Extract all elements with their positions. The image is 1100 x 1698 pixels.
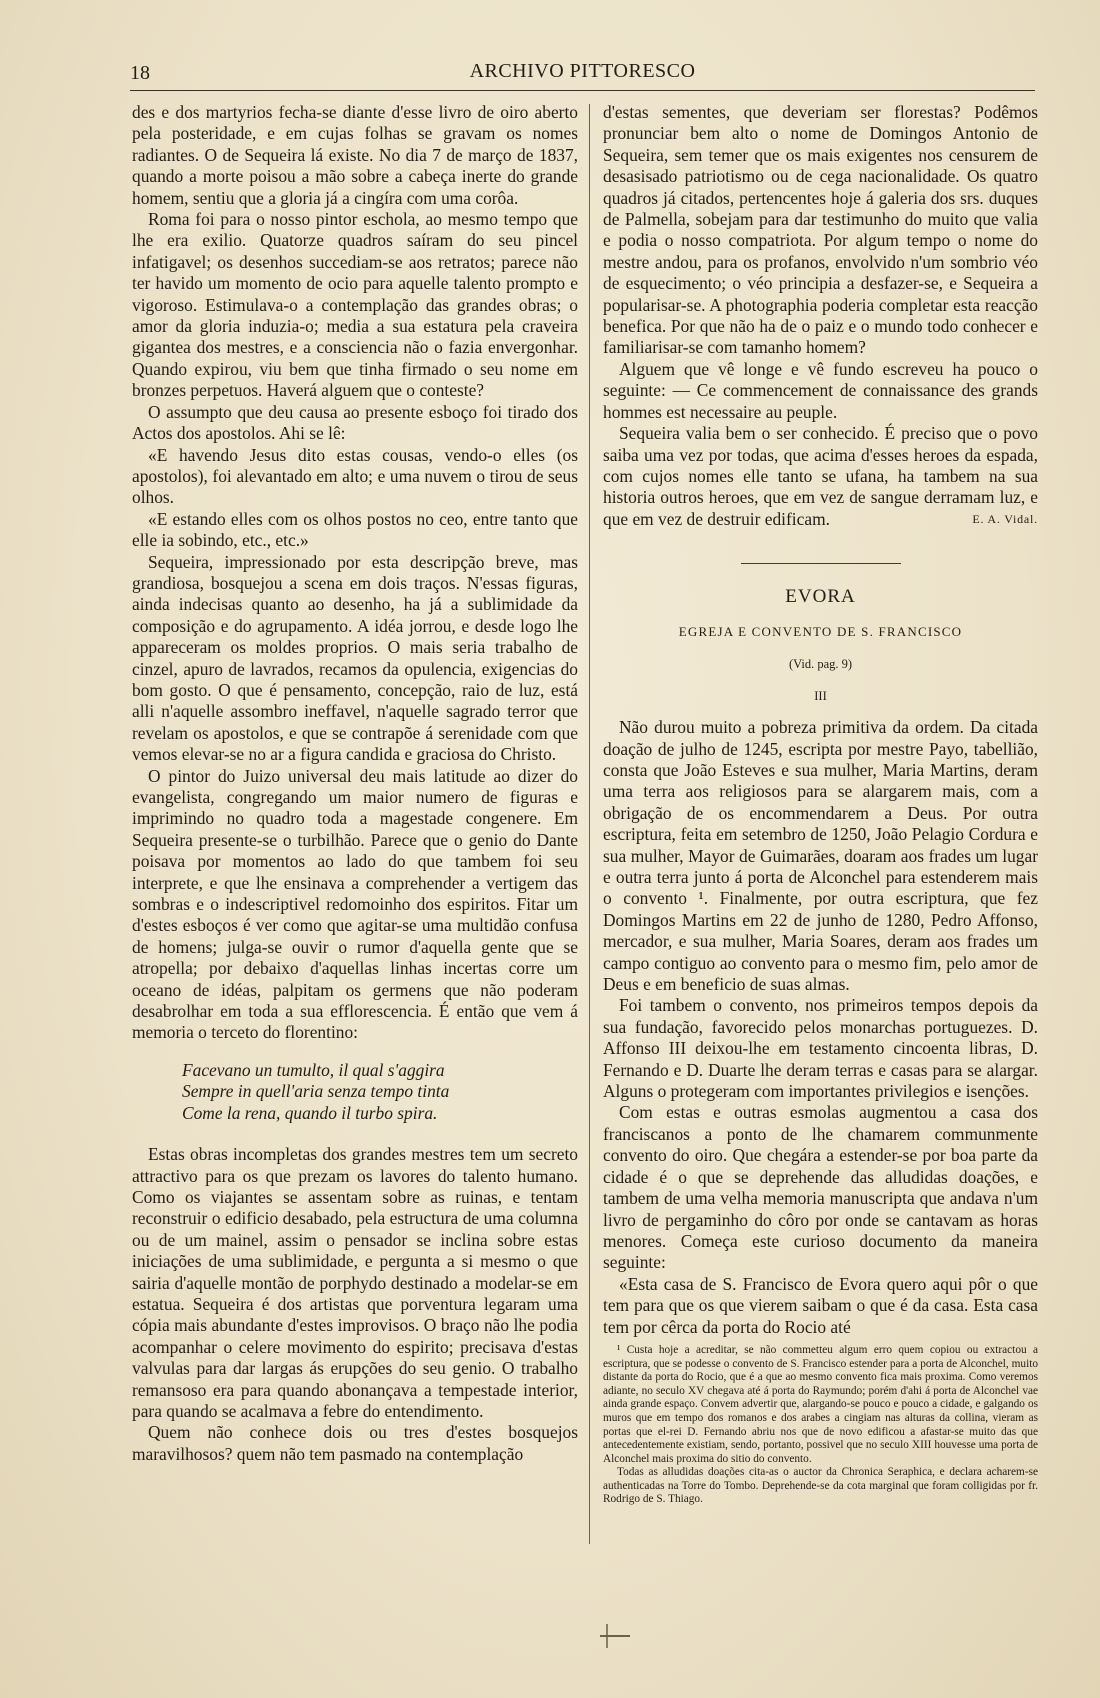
paragraph: Roma foi para o nosso pintor eschola, ao mesmo tempo que lhe era exilio. Quatorze quadros saíram do seu pincel infatigavel; os desenhos succediam-se aos retratos; parece não ter havido um momento de ocio para aquelle talento prompto e vigoroso. Estimulava-o a contemplação das grandes obras; o amor da gloria induzia-o; media a sua estatura pela craveira gigantea dos mestres, e a consciencia não o fazia envergonhar. Quando expirou, viu bem que tinha firmado o seu nome em bronzes perpetuos. Haverá alguem que o conteste?: [132, 209, 578, 401]
page-number: 18: [130, 62, 150, 84]
footnote: ¹ Custa hoje a acreditar, se não commetteu algum erro quem copiou ou extractou a escriptura, que se podesse o convento de S. Francisco estender para a porta de Alconchel, muito distante da porta do Rocio, que é a que ao mesmo convento fica mais proxima. Como veremos adiante, no seculo XV chegava até á porta do Raymundo; porém d'ahi á porta de Alconchel vae ainda grande espaço. Convem advertir que, alargando-se pouco e pouco a cidade, e galgando os muros que em tempo dos romanos e dos arabes a cingiam nas alturas da collina, vieram as portas que el-rei D. Fernando abriu nos que de novo edificou a afastar-se muito das que antecedentemente existiam, sendo, portanto, possivel que no seculo XIII houvesse uma porta de Alconchel mais proxima do sitio do convento.: [603, 1343, 1038, 1465]
article-subtitle: EGREJA E CONVENTO DE S. FRANCISCO: [678, 623, 963, 639]
paragraph: Com estas e outras esmolas augmentou a casa dos franciscanos a ponto de lhe chamarem communmente convento do oiro. Que chegára a estender-se por boa parte da cidade é o que se deprehende das alludidas doações, e tambem de uma velha memoria manuscripta que andava n'um livro de pergaminho do côro por onde se cantavam as horas menores. Começa este curioso documento da maneira seguinte:: [603, 1102, 1038, 1273]
paragraph: O pintor do Juizo universal deu mais latitude ao dizer do evangelista, congregando um maior numero de figuras e imprimindo no quadro toda a magestade congenere. Em Sequeira presente-se o turbilhão. Parece que o genio do Dante poisava por momentos ao lado do que tambem foi seu interprete, e que lhe ensinava a comprehender a vertigem das sombras e o indescriptivel redomoinho dos espiritos. Fitar um d'estes esboços é ver como que agitar-se uma multidão confusa de homens; julga-se ouvir o rumor d'aquella gente que se atropella; por debaixo d'aquellas linhas incertas corre um oceano de idéas, palpitam os germens que não poderam desabrolhar em toda a sua efflorescencia. É então que vem á memoria o terceto do florentino:: [132, 765, 578, 1043]
paragraph: Foi tambem o convento, nos primeiros tempos depois da sua fundação, favorecido pelos monarchas portuguezes. D. Affonso III deixou-lhe em testamento cincoenta libras, D. Fernando e D. Duarte lhe deram terras e casas para se alargar. Alguns o protegeram com importantes privilegios e isenções.: [603, 995, 1038, 1102]
paragraph: «Esta casa de S. Francisco de Evora quero aqui pôr o que tem para que os que vierem saibam o que é da casa. Esta casa tem por cêrca da porta do Rocio até: [603, 1273, 1038, 1337]
paragraph: Estas obras incompletas dos grandes mestres tem um secreto attractivo para os que prezam os lavores do talento humano. Como os viajantes se assentam sobre as ruinas, e tentam reconstruir o edificio desabado, pela estructura de uma columna ou de um mainel, assim o pensador se inclina sobre estas iniciações de uma sublimidade, e pergunta a si mesmo o que sairia d'aquelle montão de porphydo destinado a modelar-se em estatua. Sequeira é dos artistas que porventura legaram uma cópia mais abundante d'estes improvisos. O braço não lhe podia acompanhar o celere movimento do espirito; precisava d'estas valvulas para dar largas ás erupções do seu genio. O trabalho remansoso era para quando abonançava a tempestade interior, para quando se acalmava a febre do entendimento.: [132, 1144, 578, 1421]
paragraph: «E havendo Jesus dito estas cousas, vendo-o elles (os apostolos), foi alevantado em alto; e uma nuvem o tirou de seus olhos.: [132, 444, 578, 508]
paragraph: Alguem que vê longe e vê fundo escreveu ha pouco o seguinte: — Ce commencement de connaissance des grands hommes est necessaire au peuple.: [603, 358, 1038, 422]
author-signature: E. A. Vidal.: [972, 512, 1038, 527]
page-header: [130, 60, 1035, 91]
paragraph: Sequeira valia bem o ser conhecido. É preciso que o povo saiba uma vez por todas, que acima d'esses heroes da espada, com cujos nomes elle tanto se ufana, ha tambem na sua historia outros heroes, que em vez de sangue derramam luz, e que em vez de destruir edificam.: [603, 423, 1038, 529]
paragraph: des e dos martyrios fecha-se diante d'esse livro de oiro aberto pela posteridade, e em cujas folhas se gravam os nomes radiantes. O de Sequeira lá existe. No dia 7 de março de 1837, quando a morte poisou a mão sobre a cabeça inerte do grande homem, sentiu que a gloria já a cingíra com uma corôa.: [132, 102, 578, 208]
poem-line: Come la rena, quando il turbo spira.: [182, 1102, 438, 1123]
paragraph: d'estas sementes, que deveriam ser florestas? Podêmos pronunciar bem alto o nome de Domingos Antonio de Sequeira, sem temer que os mais exigentes nos censurem de desasisado patriotismo ou de cega nacionalidade. Os quatro quadros já citados, pertencentes hoje á galeria dos srs. duques de Palmella, sobejam para dar testimunho do muito que valia e podia o nosso compatriota. Por algum tempo o nome do mestre andou, para os profanos, envolvido n'um sombrio véo de esquecimento; o véo principia a desfazer-se, e Sequeira a popularisar-se. A photographia poderia completar esta reacção benefica. Por que não ha de o paiz e o mundo todo conhecer e familiarisar-se com tamanho homem?: [603, 102, 1038, 358]
poem-line: Facevano un tumulto, il qual s'aggira: [182, 1059, 445, 1080]
right-column: [603, 102, 1038, 1507]
footnote: Todas as alludidas doações cita-as o auctor da Chronica Seraphica, e declara acharem-se authenticadas na Torre do Tombo. Deprehende-se da cota marginal que foram colligidas por fr. Rodrigo de S. Thiago.: [603, 1466, 1038, 1506]
column-divider: [589, 104, 590, 1544]
section-separator: [741, 563, 901, 564]
paragraph: «E estando elles com os olhos postos no ceo, entre tanto que elle ia sobindo, etc., etc.»: [132, 508, 578, 551]
article-part-number: III: [814, 688, 827, 703]
article-reference: (Vid. pag. 9): [788, 657, 853, 672]
paragraph: O assumpto que deu causa ao presente esboço foi tirado dos Actos dos apostolos. Ahi se lê:: [132, 401, 578, 444]
article-title: EVORA: [785, 585, 856, 607]
paragraph: Sequeira, impressionado por esta descripção breve, mas grandiosa, bosquejou a scena em dois traços. N'essas figuras, ainda indecisas quanto ao desenho, ha já a sublimidade da composição e do agrupamento. A idéa jorrou, e desde logo lhe appareceram os moldes proprios. O mais seria trabalho de cinzel, apuro de lavrados, recamos da opulencia, exigencias do bom gosto. O que é pensamento, concepção, raio de luz, está alli n'aquelle assombro ineffavel, n'aquelle sagrado terror que revelam os apostolos, e que se contrapõe á serenidade com que vemos elevar-se no ar a figura candida e graciosa do Christo.: [132, 551, 578, 765]
paragraph: Não durou muito a pobreza primitiva da ordem. Da citada doação de julho de 1245, escripta por mestre Payo, tabellião, consta que João Esteves e sua mulher, Maria Martins, deram uma terra aos religiosos para se alargarem mais, com a obrigação de os encommendarem a Deus. Por outra escriptura, feita em setembro de 1250, João Pelagio Cordura e sua mulher, Mayor de Guimarães, doaram aos frades um lugar e outra terra junto á porta de Alconchel para estenderem mais o convento ¹. Finalmente, por outra escriptura, que fez Domingos Martins em 22 de junho de 1280, Pedro Affonso, mercador, e sua mulher, Maria Soares, deram aos frades um campo contiguo ao convento para o mesmo fim, pelo amor de Deus e em beneficio de suas almas.: [603, 717, 1038, 995]
poem-tercet: [182, 1060, 578, 1124]
print-mark: [600, 1635, 630, 1637]
left-column: [132, 102, 578, 1465]
poem-line: Sempre in quell'aria senza tempo tinta: [182, 1081, 450, 1102]
footnotes: [603, 1344, 1038, 1507]
paragraph: Quem não conhece dois ou tres d'estes bosquejos maravilhosos? quem não tem pasmado na contemplação: [132, 1422, 578, 1464]
journal-title: ARCHIVO PITTORESCO: [469, 60, 696, 82]
